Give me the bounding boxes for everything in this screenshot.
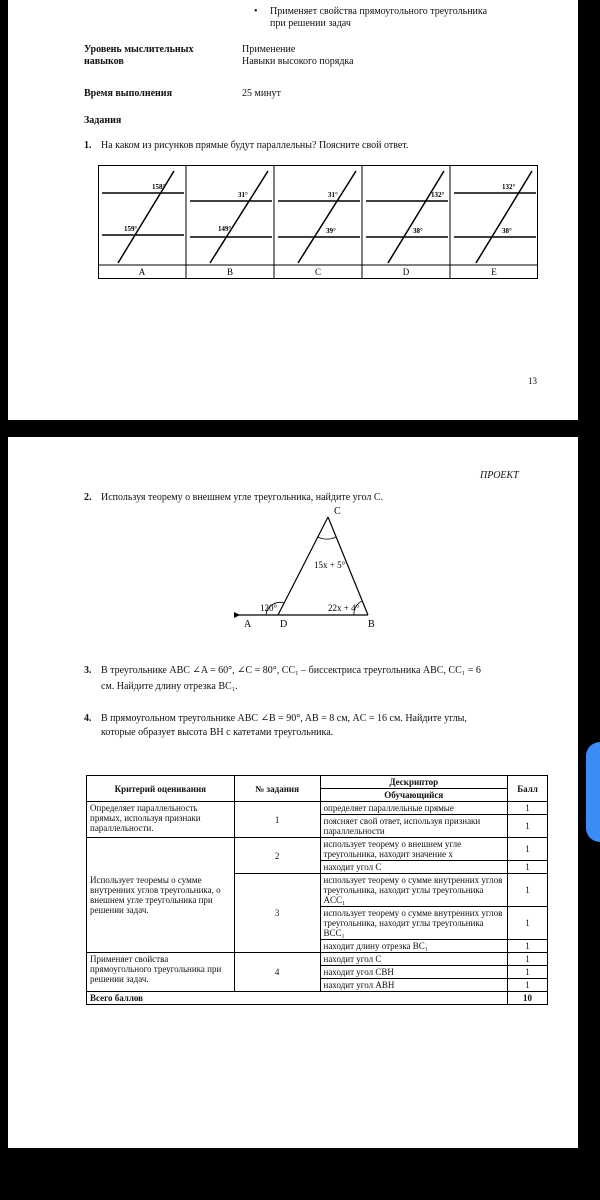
figure-b-top-angle: 31° [238,191,248,199]
descriptor-cell: находит угол C [320,953,508,966]
task2-number: 2. [84,492,92,503]
figure-a-letter: A [138,267,146,277]
figure-b-letter: B [226,267,234,277]
thinking-value-line1: Применение [242,44,296,55]
vertex-a: A [244,619,252,630]
assessment-criteria-table [86,775,548,1005]
header-descriptor: Дескриптор [320,776,508,789]
points-cell: 1 [508,874,548,907]
task-number-cell: 3 [234,874,320,953]
descriptor-cell: находит угол ABH [320,979,508,992]
figure-e [454,171,536,263]
page-number: 13 [528,376,537,386]
document-page-2 [8,437,578,1148]
total-label: Всего баллов [87,992,508,1005]
thinking-label-line1: Уровень мыслительных [84,44,194,55]
scroll-handle[interactable] [586,742,600,842]
header-descriptor-sub: Обучающийся [320,789,508,802]
descriptor-cell: использует теорему о сумме внутренних углов треугольника, находит углы треугольника BCC₁ [320,907,508,940]
task-number-cell: 1 [234,802,320,838]
task-number-cell: 4 [234,953,320,992]
points-cell: 1 [508,907,548,940]
task3-number: 3. [84,665,92,676]
descriptor-cell: находит длину отрезка BC₁ [320,940,508,953]
table-total-row [87,992,548,1005]
task-number-cell: 2 [234,838,320,874]
points-cell: 1 [508,966,548,979]
time-label: Время выполнения [84,88,172,99]
table-row [87,953,548,966]
exterior-angle-label: 120° [260,603,278,613]
vertex-c: C [334,506,341,517]
descriptor-cell: использует теорему о сумме внутренних углов треугольника, находит углы треугольника ACC₁ [320,874,508,907]
figure-b-bottom-angle: 149° [218,225,232,233]
descriptor-cell: находит угол CBH [320,966,508,979]
parallel-lines-figure [98,165,538,280]
task4-number: 4. [84,713,92,724]
task1-text: На каком из рисунков прямые будут параллельны? Поясните свой ответ. [101,140,409,151]
total-value: 10 [508,992,548,1005]
figure-d-letter: D [402,267,410,277]
table-row [87,838,548,861]
descriptor-cell: использует теорему о внешнем угле треугольника, находит значение x [320,838,508,861]
points-cell: 1 [508,802,548,815]
task3-line1: В треугольнике ABC ∠A = 60°, ∠C = 80°, CC₁ – биссектриса треугольника ABC, CC₁ = 6 [101,665,481,676]
vertex-b: B [368,619,375,630]
table-header-row [87,776,548,789]
angle-b-label: 22x + 4° [328,603,360,613]
header-criterion: Критерий оценивания [87,776,235,802]
figure-b [190,171,272,263]
figure-e-bottom-angle: 38° [502,227,512,235]
figure-a-bottom-angle: 159° [124,225,138,233]
descriptor-cell: находит угол C [320,861,508,874]
points-cell: 1 [508,838,548,861]
header-task: № задания [234,776,320,802]
bullet-marker: • [254,6,258,17]
figure-a-top-angle: 158° [152,183,166,191]
thinking-label-line2: навыков [84,56,124,67]
task3-line2: см. Найдите длину отрезка BC₁. [101,681,238,692]
figure-e-top-angle: 132° [502,183,516,191]
vertex-d: D [280,619,288,630]
time-value: 25 минут [242,88,281,99]
header-points: Балл [508,776,548,802]
figure-d [366,171,448,263]
criterion-cell: Использует теоремы о сумме внутренних углов треугольника, о внешнем угле треугольника при решении задач. [87,838,235,953]
descriptor-cell: определяет параллельные прямые [320,802,508,815]
figure-d-bottom-angle: 38° [413,227,423,235]
points-cell: 1 [508,861,548,874]
task1-number: 1. [84,140,92,151]
points-cell: 1 [508,979,548,992]
document-page-1 [8,0,578,420]
triangle-figure [230,503,380,631]
points-cell: 1 [508,940,548,953]
figure-c-top-angle: 31° [328,191,338,199]
figure-d-top-angle: 132° [431,191,445,199]
figure-c-letter: C [314,267,322,277]
criterion-cell: Применяет свойства прямоугольного треугольника при решении задач. [87,953,235,992]
task4-line1: В прямоугольном треугольнике ABC ∠B = 90°, AB = 8 см, AC = 16 см. Найдите углы, [101,713,467,724]
figure-a [102,171,184,263]
criterion-cell: Определяет параллельность прямых, используя признаки параллельности. [87,802,235,838]
figure-c-bottom-angle: 39° [326,227,336,235]
bullet-text-line1: Применяет свойства прямоугольного треугольника [270,6,488,17]
table-row [87,802,548,815]
bullet-text-line2: при решении задач [270,18,351,29]
tasks-heading: Задания [84,115,122,126]
figure-c [278,171,360,263]
points-cell: 1 [508,815,548,838]
project-label: ПРОЕКТ [480,470,519,481]
descriptor-cell: поясняет свой ответ, используя признаки параллельности [320,815,508,838]
task4-line2: которые образует высота BH с катетами треугольника. [101,727,334,738]
thinking-value-line2: Навыки высокого порядка [242,56,354,67]
points-cell: 1 [508,953,548,966]
figure-e-letter: E [491,267,497,277]
angle-c-label: 15x + 5° [314,560,346,570]
task2-text: Используя теорему о внешнем угле треугольника, найдите угол C. [101,492,384,503]
